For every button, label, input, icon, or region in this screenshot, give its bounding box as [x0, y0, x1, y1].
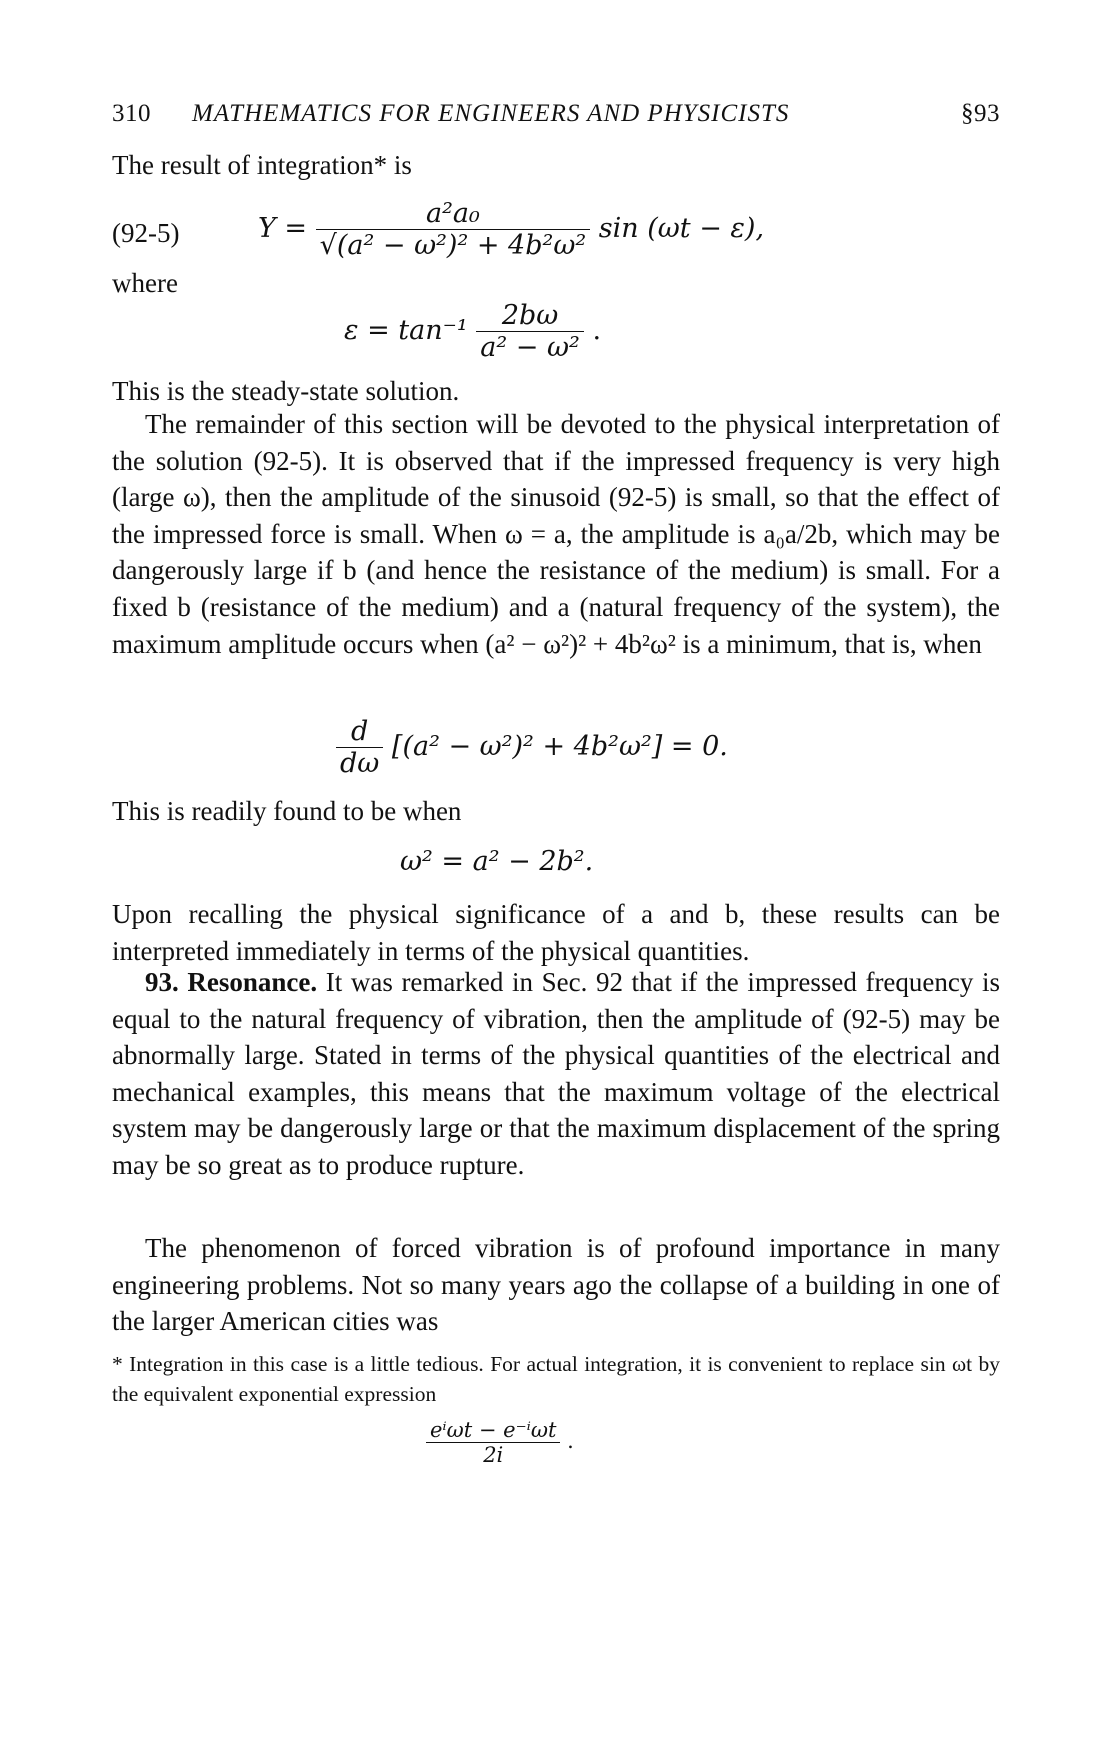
equation-derivative	[336, 716, 728, 779]
section-93-heading: 93. Resonance.	[145, 967, 318, 997]
equation-label: (92-5)	[112, 218, 180, 248]
epsilon-fraction	[476, 300, 584, 363]
equation-denominator: √(a² − ω²)² + 4b²ω²	[319, 230, 587, 261]
equation-epsilon	[344, 300, 601, 363]
readily-text: This is readily found to be when	[112, 796, 462, 826]
book-page	[112, 0, 1000, 1753]
epsilon-numerator: 2bω	[476, 300, 584, 332]
resonance-text: It was remarked in Sec. 92 that if the impressed frequency is equal to the natural frequency of vibration, then the amplitude of (92-5) may be abnormally large. Stated in terms of the physical quantities of the electrical and mechanical examples, this means that the maximum voltage of the electrical system may be dangerously large or that the maximum displacement of the spring may be so great as to produce rupture.	[112, 967, 1001, 1180]
equation-lhs: Y =	[258, 213, 308, 244]
derivative-fraction	[336, 716, 383, 779]
footnote-denominator: 2i	[483, 1443, 504, 1467]
intro-text: The result of integration* is	[112, 150, 412, 180]
derivative-numerator: d	[336, 716, 383, 748]
epsilon-lhs: ε = tan⁻¹	[344, 315, 468, 346]
derivative-denominator: dω	[340, 748, 380, 779]
paragraph-interpretation: The remainder of this section will be devoted to the physical interpretation of the solution (92-5). It is observed that if the impressed frequency is very high (large ω), then the amplitude of the sinusoid (92-5) is small, so that the effect of the impressed force is small. When ω = a, the amplitude is a₀a/2b, which may be dangerously large if b (and hence the resistance of the medium) is small. For a fixed b (resistance of the medium) and a (natural frequency of the system), the maximum amplitude occurs when (a² − ω²)² + 4b²ω² is a minimum, that is, when	[112, 409, 1000, 659]
paragraph-resonance	[112, 964, 1000, 1184]
footnote-text: * Integration in this case is a little tedious. For actual integration, it is convenient to replace sin ωt by the equivalent exponential expression	[112, 1352, 1000, 1406]
section-mark: §93	[961, 100, 1000, 127]
running-head	[112, 100, 1000, 136]
equation-fraction	[316, 198, 591, 261]
running-title: MATHEMATICS FOR ENGINEERS AND PHYSICISTS	[192, 100, 790, 127]
steady-state-text: This is the steady-state solution.	[112, 376, 460, 406]
equation-rhs: sin (ωt − ε),	[598, 213, 765, 244]
epsilon-denominator: a² − ω²	[480, 332, 580, 363]
equation-numerator: a²a₀	[316, 198, 591, 230]
derivative-expression: [(a² − ω²)² + 4b²ω²] = 0.	[391, 731, 728, 762]
equation-92-5	[258, 198, 764, 261]
footnote-equation	[426, 1418, 574, 1467]
where-text: where	[112, 268, 178, 298]
footnote-fraction	[426, 1418, 560, 1467]
paragraph-forced-vibration: The phenomenon of forced vibration is of profound importance in many engineering problems. Not so many years ago the collapse of a building in one of the larger American cities was	[112, 1233, 1000, 1337]
page-number: 310	[112, 100, 151, 127]
epsilon-period: .	[592, 315, 602, 346]
footnote-period: .	[567, 1429, 574, 1453]
footnote-numerator: eⁱωt − e⁻ⁱωt	[426, 1418, 560, 1443]
equation-omega-squared: ω² = a² − 2b².	[400, 846, 594, 877]
paragraph-significance: Upon recalling the physical significance of a and b, these results can be interpreted immediately in terms of the physical quantities.	[112, 899, 1000, 966]
